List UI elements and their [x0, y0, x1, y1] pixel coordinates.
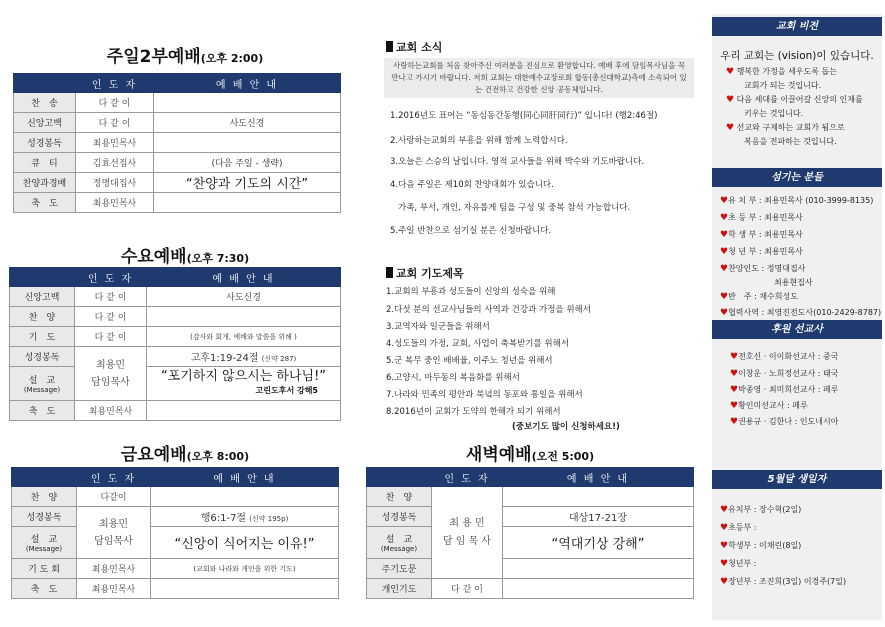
missionary-line: 황인미선교사 : 페루 — [738, 401, 808, 410]
heart-icon: ♥ — [720, 505, 729, 515]
row-label: 찬 양 — [367, 487, 432, 507]
list-item — [730, 416, 839, 427]
row-info: “역대기상 강해” — [503, 527, 694, 559]
heart-icon: ♥ — [720, 308, 729, 318]
heart-icon: ♥ — [730, 352, 739, 362]
header-leader: 인 도 자 — [76, 74, 154, 93]
missionary-line: 전호신 · 이이화선교사 : 중국 — [738, 352, 839, 361]
header-leader: 인 도 자 — [432, 468, 503, 487]
list-item — [730, 351, 839, 362]
row-info — [503, 559, 694, 579]
row-label: 찬 송 — [14, 93, 76, 113]
heart-icon: ♥ — [730, 385, 739, 395]
heart-icon: ♥ — [730, 369, 739, 379]
servant-line: 협력사역 : 최영진전도사(010-2429-8787) — [728, 308, 882, 317]
row-label — [367, 527, 432, 559]
vision-item — [726, 94, 863, 105]
table-row — [14, 173, 341, 193]
row-info: (감사와 회개, 예배와 말씀을 위해 ) — [147, 327, 341, 347]
servant-line: 청 년 부 : 최용민목사 — [728, 247, 803, 256]
header-blank — [14, 74, 76, 93]
servant-line: 반 주 : 채수희성도 — [728, 292, 798, 301]
row-info — [147, 347, 341, 367]
news-heading — [386, 39, 442, 55]
wednesday-title-text: 수요예배 — [120, 247, 187, 267]
row-label: 신앙고백 — [10, 287, 75, 307]
row-label: 성경봉독 — [14, 133, 76, 153]
row-info — [503, 487, 694, 507]
header-leader: 인 도 자 — [75, 268, 147, 287]
list-item — [730, 384, 839, 395]
vision-item — [726, 122, 845, 133]
heart-icon: ♥ — [720, 577, 729, 587]
leader-title: 담 임 목 사 — [442, 535, 492, 547]
row-leader — [75, 347, 147, 401]
table-header — [10, 268, 341, 287]
row-leader: 최용민목사 — [77, 559, 151, 579]
row-info — [154, 193, 341, 213]
vision-line: 선교와 구제하는 교회가 됨으로 — [736, 123, 845, 132]
list-item: 1.2016년도 표어는 “동심동간동행(同心同肝同行)” 입니다! (행2:46절) — [390, 111, 658, 121]
prayer-heading-text: 교회 기도제목 — [396, 267, 464, 280]
label-sub: (Message) — [23, 386, 61, 394]
list-item — [730, 368, 839, 379]
servant-line: 유 치 부 : 최용민목사 (010-3999-8135) — [728, 196, 874, 205]
header-guide: 예 배 안 내 — [503, 468, 694, 487]
row-leader: 다 같 이 — [75, 287, 147, 307]
friday-title-text: 금요예배 — [120, 445, 187, 465]
row-info: 사도신경 — [147, 287, 341, 307]
servant-line: 학 생 부 : 최용민목사 — [728, 230, 803, 239]
row-info — [147, 307, 341, 327]
table-row — [367, 507, 694, 527]
list-item: 5.군 복무 중인 배배율, 이주노 청년을 위해서 — [386, 356, 553, 366]
row-info: (다음 주일 - 생략) — [154, 153, 341, 173]
table-row — [10, 307, 341, 327]
sunday2-time: (오후 2:00) — [200, 52, 264, 65]
list-item — [720, 229, 803, 240]
list-item: 4.성도들의 가정, 교회, 사업이 축복받기를 위해서 — [386, 339, 570, 349]
vision-title: 우리 교회는 (vision)이 있습니다. — [720, 50, 874, 62]
servant-line: 초 등 부 : 최용민목사 — [728, 213, 803, 222]
label-main: 설 교 — [385, 535, 413, 545]
row-leader: 다 같 이 — [76, 113, 154, 133]
sidebar — [712, 14, 882, 620]
dawn-title-text: 새벽예배 — [465, 445, 532, 465]
table-row — [14, 113, 341, 133]
header-guide: 예 배 안 내 — [151, 468, 339, 487]
list-item: 가족, 부서, 개인, 자유롭게 팀을 구성 및 중복 참석 가능합니다. — [398, 203, 631, 213]
list-item-cont: 최용현집사 — [774, 278, 813, 287]
table-row — [10, 401, 341, 421]
table-row — [10, 347, 341, 367]
list-item — [720, 540, 801, 551]
row-leader: 최용민목사 — [77, 579, 151, 599]
birthday-line: 청년부 : — [728, 559, 757, 568]
row-info — [147, 367, 341, 401]
list-item: 4.다음 주일은 제10회 찬양대회가 있습니다. — [390, 180, 554, 190]
dawn-title — [400, 440, 660, 465]
row-info — [147, 401, 341, 421]
heart-icon: ♥ — [720, 213, 729, 223]
birthday-line: 초등부 : — [728, 523, 757, 532]
row-leader: 다같이 — [77, 487, 151, 507]
leader-name: 최 용 민 — [449, 517, 485, 529]
row-leader: 다 같 이 — [75, 327, 147, 347]
vision-item-cont: 복음을 전파하는 것입니다. — [744, 137, 837, 146]
heart-icon: ♥ — [720, 196, 729, 206]
table-row — [367, 579, 694, 599]
welcome-box: 사랑하는교회를 처음 찾아주신 여러분을 진심으로 환영합니다. 예배 후에 담임목사님을 꼭 만나고 가시기 바랍니다. 저희 교회는 대한예수교장로회 합동(총신대학교)측에 소속되어 있는 건전하고 건강한 신앙 공동체입니다. — [384, 58, 694, 98]
list-item — [720, 522, 757, 533]
servant-line: 찬양인도 : 정명대집사 — [728, 264, 806, 273]
row-label: 축 도 — [14, 193, 76, 213]
header-guide: 예 배 안 내 — [154, 74, 341, 93]
heart-icon: ♥ — [726, 123, 735, 133]
prayer-heading — [386, 265, 464, 281]
row-info: 대상17-21장 — [503, 507, 694, 527]
sunday2-title — [40, 42, 330, 67]
friday-table — [11, 467, 339, 599]
heart-icon: ♥ — [720, 523, 729, 533]
scripture-ref: 행6:1-7절 — [200, 513, 247, 524]
header-guide: 예 배 안 내 — [147, 268, 341, 287]
table-row — [12, 559, 339, 579]
sunday2-title-text: 주일2부예배 — [106, 47, 201, 67]
list-item: 8.2016년이 교회가 도약의 한해가 되기 위해서 — [386, 407, 561, 417]
scripture-page: (신약 195p) — [249, 515, 289, 523]
list-item — [720, 212, 803, 223]
row-info — [151, 507, 339, 527]
missionary-line: 권용규 · 김한나 : 인도네시아 — [738, 417, 839, 426]
birthday-line: 학생부 : 이채린(8일) — [728, 541, 802, 550]
list-item — [720, 307, 881, 318]
row-label: 큐 티 — [14, 153, 76, 173]
heart-icon: ♥ — [720, 541, 729, 551]
row-info: (교회와 나라와 개인을 위한 기도) — [151, 559, 339, 579]
list-item — [730, 400, 808, 411]
row-label: 성경봉독 — [12, 507, 77, 527]
row-info: “신앙이 식어지는 이유!” — [151, 527, 339, 559]
wednesday-title — [40, 242, 330, 267]
heart-icon: ♥ — [720, 292, 729, 302]
label-main: 설 교 — [28, 376, 56, 386]
wednesday-time: (오후 7:30) — [186, 252, 250, 265]
list-item — [720, 263, 805, 274]
row-info — [154, 93, 341, 113]
table-row — [14, 193, 341, 213]
missionary-heading: 후원 선교사 — [712, 320, 882, 339]
birthday-heading: 5월달 생일자 — [712, 470, 882, 489]
header-blank — [12, 468, 77, 487]
list-item: 2.다섯 분의 선교사님들의 사역과 건강과 가정을 위해서 — [386, 305, 591, 315]
missionary-line: 이창운 · 노희정선교사 : 태국 — [738, 369, 839, 378]
header-blank — [10, 268, 75, 287]
row-info — [503, 579, 694, 599]
vision-item-cont: 교회가 되는 것입니다. — [744, 81, 822, 90]
heading-bullet-icon — [386, 267, 393, 278]
row-leader: 최용민목사 — [76, 193, 154, 213]
row-label — [10, 367, 75, 401]
vision-line: 행복한 가정을 세우도록 돕는 — [736, 67, 837, 76]
row-label: 축 도 — [10, 401, 75, 421]
table-row — [14, 133, 341, 153]
row-info — [151, 579, 339, 599]
heading-bullet-icon — [386, 41, 393, 52]
row-info — [151, 487, 339, 507]
row-leader: 다 같 이 — [76, 93, 154, 113]
table-row — [12, 487, 339, 507]
list-item: (중보기도 많이 신청하세요!) — [512, 422, 620, 432]
table-row — [367, 527, 694, 559]
heart-icon: ♥ — [720, 559, 729, 569]
table-row — [12, 507, 339, 527]
wednesday-table — [9, 267, 341, 421]
list-item: 1.교회의 부흥과 성도들이 신앙의 성숙을 위해 — [386, 287, 556, 297]
header-leader: 인 도 자 — [77, 468, 151, 487]
row-label: 찬 양 — [12, 487, 77, 507]
leader-name: 최용민 — [96, 359, 125, 371]
row-info: “찬양과 기도의 시간” — [154, 173, 341, 193]
heart-icon: ♥ — [730, 417, 739, 427]
row-leader: 최용민목사 — [75, 401, 147, 421]
vision-heading: 교회 비전 — [712, 17, 882, 36]
row-label: 개인기도 — [367, 579, 432, 599]
row-leader: 정명대집사 — [76, 173, 154, 193]
servants-heading: 섬기는 분들 — [712, 168, 882, 187]
vision-line: 다음 세대를 이끌어갈 신앙의 인재를 — [736, 95, 863, 104]
vision-item — [726, 66, 837, 77]
row-label: 기 도 — [10, 327, 75, 347]
list-item — [720, 504, 801, 515]
heart-icon: ♥ — [720, 264, 729, 274]
table-row — [14, 93, 341, 113]
leader-title: 담임목사 — [94, 535, 133, 547]
table-row — [10, 367, 341, 401]
table-row — [10, 327, 341, 347]
sunday2-table — [13, 73, 341, 213]
table-row — [10, 287, 341, 307]
friday-time: (오후 8:00) — [186, 450, 250, 463]
header-blank — [367, 468, 432, 487]
row-label: 축 도 — [12, 579, 77, 599]
row-label: 성경봉독 — [10, 347, 75, 367]
list-item — [720, 558, 757, 569]
birthday-line: 장년부 : 조진희(3일) 이경주(7일) — [728, 577, 847, 586]
heart-icon: ♥ — [730, 401, 739, 411]
list-item — [720, 291, 798, 302]
table-row — [12, 527, 339, 559]
dawn-time: (오전 5:00) — [531, 450, 595, 463]
row-info: 사도신경 — [154, 113, 341, 133]
table-row — [14, 153, 341, 173]
table-row — [367, 559, 694, 579]
sermon-title: “포기하지 않으시는 하나님!” — [160, 368, 327, 384]
row-label: 찬양과경배 — [14, 173, 76, 193]
missionary-line: 박종영 · 최미희선교사 : 페루 — [738, 385, 839, 394]
list-item: 3.오늘은 스승의 날입니다. 영적 교사들을 위해 박수와 기도바랍니다. — [390, 157, 645, 167]
list-item — [720, 576, 846, 587]
table-header — [12, 468, 339, 487]
list-item: 7.나라와 민족의 평안과 북녘의 동포와 통일을 위해서 — [386, 390, 583, 400]
list-item: 3.교역자와 일군들을 위해서 — [386, 322, 490, 332]
table-header — [14, 74, 341, 93]
row-label: 기 도 회 — [12, 559, 77, 579]
row-label: 찬 양 — [10, 307, 75, 327]
list-item: 2.사랑하는교회의 부흥을 위해 함께 노력합시다. — [390, 136, 568, 146]
table-row — [367, 487, 694, 507]
row-leader: 다 같 이 — [75, 307, 147, 327]
heart-icon: ♥ — [726, 95, 735, 105]
row-label: 성경봉독 — [367, 507, 432, 527]
table-row — [12, 579, 339, 599]
scripture-ref: 고후1:19-24절 — [190, 353, 259, 364]
list-item — [720, 246, 803, 257]
list-item: 6.고양시, 마두동의 복음화를 위해서 — [386, 373, 520, 383]
leader-name: 최용민 — [99, 518, 128, 530]
leader-title: 담임목사 — [91, 376, 130, 388]
sermon-series: 고린도후서 강해5 — [255, 385, 318, 395]
row-label: 신앙고백 — [14, 113, 76, 133]
row-leader: 다 같 이 — [432, 579, 503, 599]
heart-icon: ♥ — [720, 247, 729, 257]
vision-item-cont: 키우는 것입니다. — [744, 109, 804, 118]
news-heading-text: 교회 소식 — [396, 41, 443, 54]
list-item — [720, 195, 873, 206]
list-item: 5.주일 반찬으로 섬기실 분은 신청바랍니다. — [390, 226, 552, 236]
friday-title — [40, 440, 330, 465]
row-leader: 최용민목사 — [76, 133, 154, 153]
dawn-table — [366, 467, 694, 599]
birthday-line: 유치부 : 장수혁(2일) — [728, 505, 802, 514]
table-header — [367, 468, 694, 487]
label-sub: (Message) — [380, 545, 418, 553]
heart-icon: ♥ — [720, 230, 729, 240]
scripture-page: (신약 287) — [261, 355, 297, 363]
label-main: 설 교 — [30, 535, 58, 545]
label-sub: (Message) — [25, 545, 63, 553]
row-info — [154, 133, 341, 153]
row-label: 주기도문 — [367, 559, 432, 579]
row-leader: 김효선집사 — [76, 153, 154, 173]
heart-icon: ♥ — [726, 67, 735, 77]
row-label — [12, 527, 77, 559]
row-leader — [77, 507, 151, 559]
row-leader — [432, 487, 503, 579]
